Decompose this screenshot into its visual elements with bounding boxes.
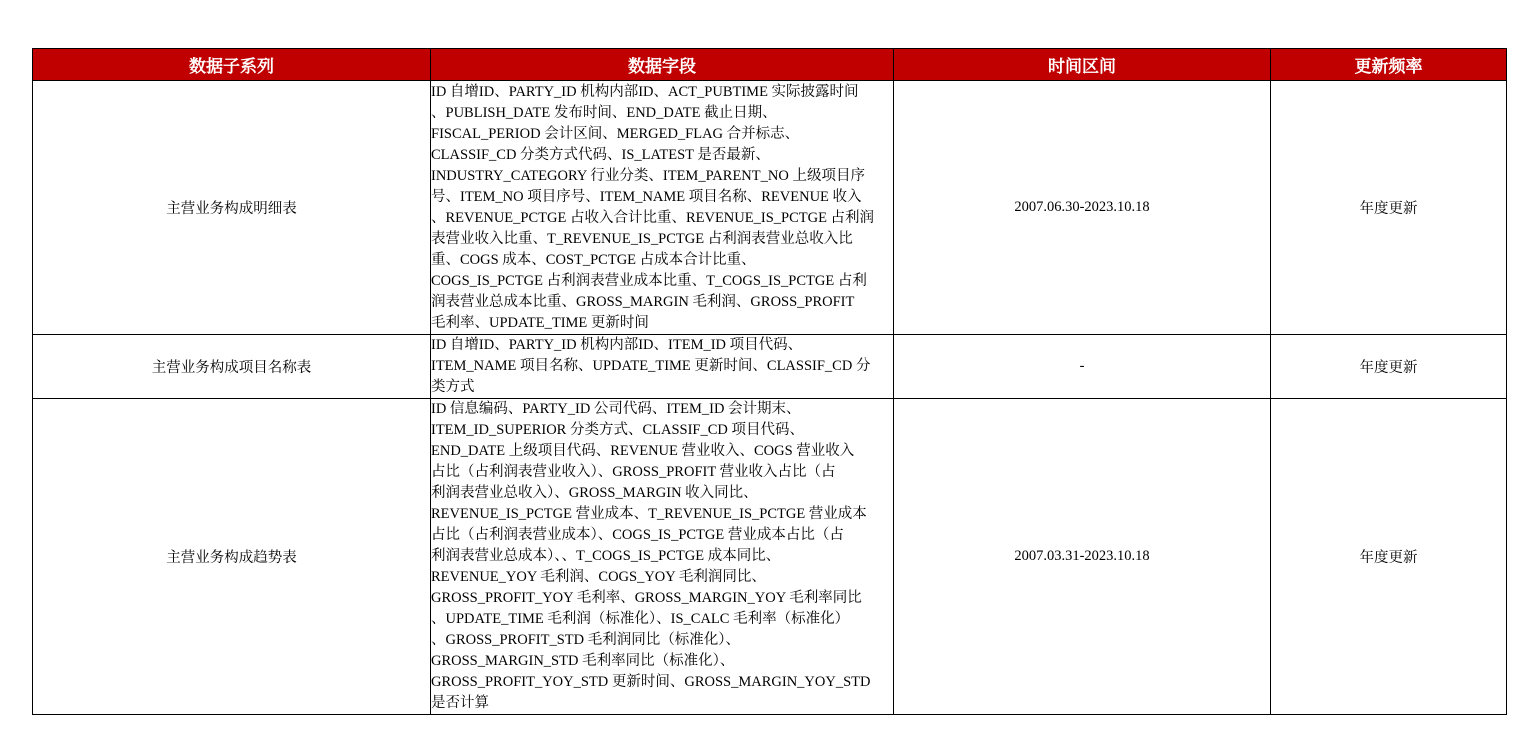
table-row bbox=[33, 81, 1507, 335]
time-range: 2007.03.31-2023.10.18 bbox=[894, 399, 1271, 715]
field-list: ID 信息编码、PARTY_ID 公司代码、ITEM_ID 会计期末、 ITEM_ID_SUPERIOR 分类方式、CLASSIF_CD 项目代码、 END_DATE 上级项目代码、REVENUE 营业收入、COGS 营业收入 占比（占利润表营业收入）、GROSS_PROFIT 营业收入占比（占 利润表营业总收入）、GROSS_MARGIN 收入同比、 REVENUE_IS_PCTGE 营业成本、T_REVENUE_IS_PCTGE 营业成本 占比（占利润表营业成本）、COGS_IS_PCTGE 营业成本占比（占 利润表营业总成本）、、T_COGS_IS_PCTGE 成本同比、 REVENUE_YOY 毛利润、COGS_YOY 毛利润同比、 GROSS_PROFIT_YOY 毛利率、GROSS_MARGIN_YOY 毛利率同比 、UPDATE_TIME 毛利润（标准化）、IS_CALC 毛利率（标准化） 、GROSS_PROFIT_STD 毛利润同比（标准化）、 GROSS_MARGIN_STD 毛利率同比（标准化）、 GROSS_PROFIT_YOY_STD 更新时间、GROSS_MARGIN_YOY_STD 是否计算 bbox=[431, 399, 894, 715]
header-time-range: 时间区间 bbox=[894, 49, 1271, 81]
header-sub-series: 数据子系列 bbox=[33, 49, 431, 81]
field-list: ID 自增ID、PARTY_ID 机构内部ID、ACT_PUBTIME 实际披露时间 、PUBLISH_DATE 发布时间、END_DATE 截止日期、 FISCAL_PERIOD 会计区间、MERGED_FLAG 合并标志、 CLASSIF_CD 分类方式代码、IS_LATEST 是否最新、 INDUSTRY_CATEGORY 行业分类、ITEM_PARENT_NO 上级项目序 号、ITEM_NO 项目序号、ITEM_NAME 项目名称、REVENUE 收入 、REVENUE_PCTGE 占收入合计比重、REVENUE_IS_PCTGE 占利润 表营业收入比重、T_REVENUE_IS_PCTGE 占利润表营业总收入比 重、COGS 成本、COST_PCTGE 占成本合计比重、 COGS_IS_PCTGE 占利润表营业成本比重、T_COGS_IS_PCTGE 占利 润表营业总成本比重、GROSS_MARGIN 毛利润、GROSS_PROFIT 毛利率、UPDATE_TIME 更新时间 bbox=[431, 81, 894, 335]
header-fields: 数据字段 bbox=[431, 49, 894, 81]
update-frequency: 年度更新 bbox=[1271, 399, 1507, 715]
table-header-row bbox=[33, 49, 1507, 81]
table-row bbox=[33, 399, 1507, 715]
sub-series-name: 主营业务构成趋势表 bbox=[33, 399, 431, 715]
update-frequency: 年度更新 bbox=[1271, 81, 1507, 335]
time-range: 2007.06.30-2023.10.18 bbox=[894, 81, 1271, 335]
table-row bbox=[33, 335, 1507, 399]
sub-series-name: 主营业务构成项目名称表 bbox=[33, 335, 431, 399]
data-table bbox=[32, 48, 1507, 715]
update-frequency: 年度更新 bbox=[1271, 335, 1507, 399]
field-list: ID 自增ID、PARTY_ID 机构内部ID、ITEM_ID 项目代码、 ITEM_NAME 项目名称、UPDATE_TIME 更新时间、CLASSIF_CD 分 类方式 bbox=[431, 335, 894, 399]
sub-series-name: 主营业务构成明细表 bbox=[33, 81, 431, 335]
header-update-frequency: 更新频率 bbox=[1271, 49, 1507, 81]
time-range: - bbox=[894, 335, 1271, 399]
